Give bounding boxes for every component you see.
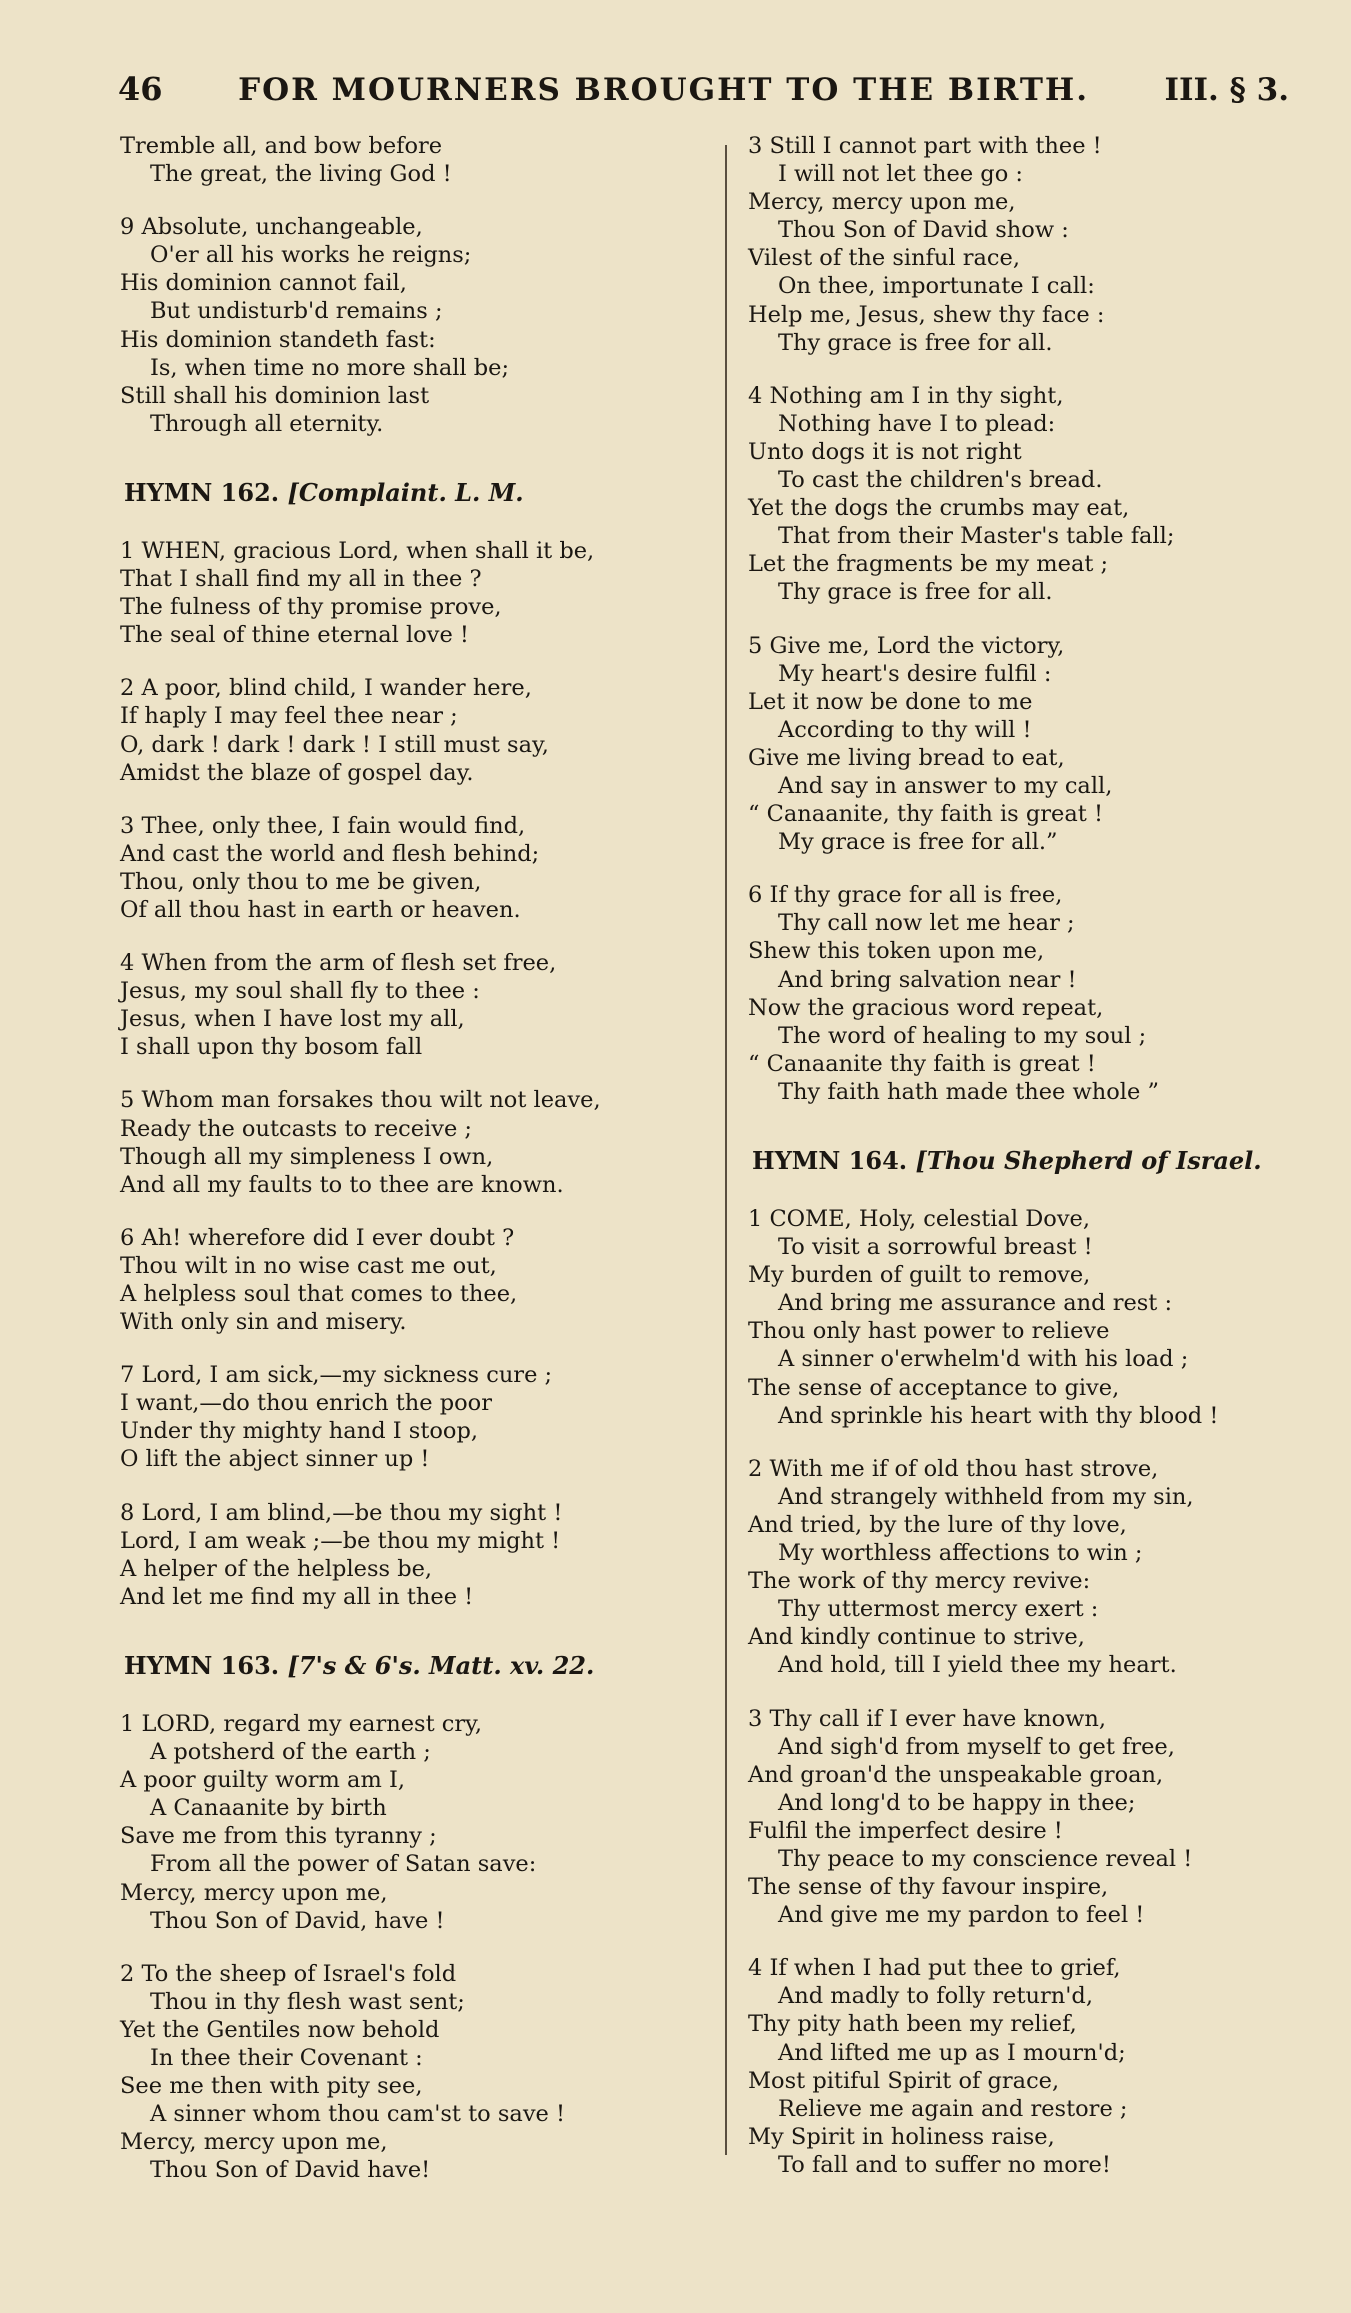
verse-line: 4 If when I had put thee to grief, <box>748 1955 1121 1982</box>
verse-line: Fulfil the imperfect desire ! <box>748 1817 1063 1844</box>
verse-line: Thy call now let me hear ; <box>778 910 1075 937</box>
verse-line: His dominion cannot fail, <box>120 270 407 297</box>
verse-line: And lifted me up as I mourn'd; <box>778 2039 1126 2066</box>
verse-line: 1 WHEN, gracious Lord, when shall it be, <box>120 537 595 564</box>
hymn-stanza <box>748 132 1308 357</box>
verse-line: 6 If thy grace for all is free, <box>748 882 1063 909</box>
verse-line: A sinner o'erwhelm'd with his load ; <box>778 1346 1189 1373</box>
hymn-stanza <box>748 1705 1308 1930</box>
verse-line: 1 COME, Holy, celestial Dove, <box>748 1206 1091 1232</box>
verse-line: Let it now be done to me <box>748 688 1033 715</box>
hymn-number: HYMN 163. <box>124 1650 280 1680</box>
hymn-stanza <box>120 1499 710 1611</box>
hymn-stanza <box>120 674 710 786</box>
verse-line: Thou Son of David have! <box>150 2157 431 2184</box>
verse-line: And bring me assurance and rest : <box>778 1290 1173 1317</box>
verse-line: On thee, importunate I call: <box>778 273 1095 300</box>
verse-line: And sprinkle his heart with thy blood ! <box>778 1402 1219 1429</box>
verse-line: Help me, Jesus, shew thy face : <box>748 301 1105 328</box>
verse-line: A potsherd of the earth ; <box>150 1739 431 1766</box>
verse-line: The sense of acceptance to give, <box>748 1374 1120 1401</box>
verse-line: Jesus, my soul shall fly to thee : <box>120 978 480 1005</box>
verse-line: O'er all his works he reigns; <box>150 242 472 269</box>
verse-line: Amidst the blaze of gospel day. <box>120 759 474 786</box>
verse-line: Let the fragments be my meat ; <box>748 551 1109 578</box>
hymn-stanza <box>120 537 710 649</box>
verse-line: Tremble all, and bow before <box>120 133 443 159</box>
hymn-meter: [Thou Shepherd of Israel. <box>915 1146 1262 1175</box>
verse-line: Yet the dogs the crumbs may eat, <box>748 495 1130 522</box>
verse-line: 1 LORD, regard my earnest cry, <box>120 1710 482 1737</box>
verse-line: “ Canaanite, thy faith is great ! <box>748 801 1103 828</box>
left-column <box>120 132 710 2209</box>
hymn-heading <box>124 478 710 507</box>
verse-line: And bring salvation near ! <box>778 966 1077 993</box>
right-column <box>748 132 1308 2204</box>
verse-line: The fulness of thy promise prove, <box>120 594 502 621</box>
verse-line: To visit a sorrowful breast ! <box>778 1234 1093 1261</box>
column-divider <box>725 145 727 2155</box>
hymn-stanza <box>120 1224 710 1336</box>
verse-line: To cast the children's bread. <box>778 467 1103 494</box>
verse-line: Thy pity hath been my relief, <box>748 2011 1077 2038</box>
running-title: FOR MOURNERS BROUGHT TO THE BIRTH. <box>238 72 1089 108</box>
verse-line: I shall upon thy bosom fall <box>120 1034 423 1061</box>
verse-line: My burden of guilt to remove, <box>748 1262 1091 1289</box>
hymn-stanza <box>748 382 1308 607</box>
verse-line: From all the power of Satan save: <box>150 1851 537 1878</box>
verse-line: Thou in thy flesh wast sent; <box>150 1988 465 2015</box>
verse-line: Shew this token upon me, <box>748 938 1045 965</box>
hymn-stanza <box>748 1954 1308 2179</box>
verse-line: And give me my pardon to feel ! <box>778 1902 1145 1929</box>
verse-line: 3 Thee, only thee, I fain would find, <box>120 812 526 839</box>
verse-line: And sigh'd from myself to get free, <box>778 1733 1175 1760</box>
hymn-heading <box>124 1651 710 1680</box>
verse-line: And groan'd the unspeakable groan, <box>748 1761 1164 1788</box>
verse-line: And let me find my all in thee ! <box>120 1583 474 1610</box>
verse-line: Thy grace is free for all. <box>778 329 1053 356</box>
verse-line: My heart's desire fulfil : <box>778 660 1052 687</box>
verse-line: 5 Give me, Lord the victory, <box>748 632 1065 659</box>
verse-line: A sinner whom thou cam'st to save ! <box>150 2101 566 2128</box>
verse-line: The great, the living God ! <box>150 161 452 188</box>
verse-line: Jesus, when I have lost my all, <box>120 1006 465 1033</box>
hymn-number: HYMN 164. <box>752 1146 908 1175</box>
verse-line: And madly to folly return'd, <box>778 1983 1093 2010</box>
verse-line: Thy peace to my conscience reveal ! <box>778 1845 1193 1872</box>
verse-line: 4 When from the arm of flesh set free, <box>120 950 557 977</box>
verse-line: 5 Whom man forsakes thou wilt not leave, <box>120 1087 601 1114</box>
hymn-meter: [7's & 6's. Matt. xv. 22. <box>287 1650 595 1680</box>
verse-line: 7 Lord, I am sick,—my sickness cure ; <box>120 1362 553 1389</box>
hymn-stanza <box>120 812 710 924</box>
verse-line: And long'd to be happy in thee; <box>778 1789 1136 1816</box>
verse-line: And say in answer to my call, <box>778 772 1113 799</box>
verse-line: My Spirit in holiness raise, <box>748 2123 1055 2150</box>
verse-line: And kindly continue to strive, <box>748 1624 1085 1651</box>
verse-line: The seal of thine eternal love ! <box>120 622 469 649</box>
verse-line: My grace is free for all.” <box>778 829 1058 856</box>
page-header <box>118 70 1289 116</box>
verse-line: My worthless affections to win ; <box>778 1540 1143 1567</box>
verse-line: And hold, till I yield thee my heart. <box>778 1652 1177 1679</box>
hymn-stanza <box>120 132 710 188</box>
verse-line: Mercy, mercy upon me, <box>120 2129 388 2156</box>
hymn-stanza <box>748 632 1308 857</box>
verse-line: The work of thy mercy revive: <box>748 1568 1091 1595</box>
verse-line: 2 With me if of old thou hast strove, <box>748 1455 1159 1482</box>
verse-line: I want,—do thou enrich the poor <box>120 1390 492 1417</box>
verse-line: Unto dogs it is not right <box>748 438 1022 465</box>
verse-line: And cast the world and flesh behind; <box>120 840 540 867</box>
verse-line: 2 To the sheep of Israel's fold <box>120 1960 457 1987</box>
verse-line: If haply I may feel thee near ; <box>120 703 458 730</box>
verse-line: Of all thou hast in earth or heaven. <box>120 896 521 923</box>
verse-line: The sense of thy favour inspire, <box>748 1874 1109 1901</box>
hymn-stanza <box>748 1455 1308 1680</box>
verse-line: Yet the Gentiles now behold <box>120 2016 440 2043</box>
hymn-stanza <box>120 1086 710 1198</box>
verse-line: A helper of the helpless be, <box>120 1555 433 1582</box>
verse-line: Vilest of the sinful race, <box>748 245 1020 272</box>
page-number: 46 <box>118 70 163 108</box>
hymn-stanza <box>748 881 1308 1106</box>
verse-line: Thou Son of David show : <box>778 217 1069 244</box>
verse-line: In thee their Covenant : <box>150 2044 423 2071</box>
verse-line: See me then with pity see, <box>120 2073 423 2100</box>
verse-line: That I shall find my all in thee ? <box>120 566 482 593</box>
verse-line: “ Canaanite thy faith is great ! <box>748 1050 1096 1077</box>
verse-line: Ready the outcasts to receive ; <box>120 1115 473 1142</box>
verse-line: Thou Son of David, have ! <box>150 1907 445 1934</box>
verse-line: 3 Thy call if I ever have known, <box>748 1705 1107 1732</box>
verse-line: Mercy, mercy upon me, <box>120 1879 388 1906</box>
verse-line: Is, when time no more shall be; <box>150 354 510 381</box>
verse-line: 6 Ah! wherefore did I ever doubt ? <box>120 1224 515 1251</box>
verse-line: Save me from this tyranny ; <box>120 1823 437 1850</box>
verse-line: Thy uttermost mercy exert : <box>778 1596 1099 1623</box>
verse-line: O, dark ! dark ! dark ! I still must say, <box>120 731 549 758</box>
verse-line: His dominion standeth fast: <box>120 326 436 353</box>
verse-line: Mercy, mercy upon me, <box>748 189 1016 216</box>
verse-line: And all my faults to to thee are known. <box>120 1171 564 1198</box>
hymn-stanza <box>120 1710 710 1935</box>
verse-line: Nothing have I to plead: <box>778 410 1056 437</box>
verse-line: That from their Master's table fall; <box>778 523 1175 550</box>
verse-line: I will not let thee go : <box>778 161 1023 188</box>
verse-line: 2 A poor, blind child, I wander here, <box>120 675 532 702</box>
verse-line: O lift the abject sinner up ! <box>120 1446 430 1473</box>
verse-line: To fall and to suffer no more! <box>778 2151 1111 2178</box>
hymn-stanza <box>120 1960 710 2185</box>
verse-line: Thou only hast power to relieve <box>748 1318 1110 1345</box>
verse-line: A poor guilty worm am I, <box>120 1767 405 1794</box>
verse-line: Most pitiful Spirit of grace, <box>748 2067 1060 2094</box>
hymn-heading <box>752 1146 1308 1175</box>
verse-line: A helpless soul that comes to thee, <box>120 1281 518 1307</box>
verse-line: Lord, I am weak ;—be thou my might ! <box>120 1527 561 1554</box>
verse-line: Give me living bread to eat, <box>748 744 1065 771</box>
verse-line: Thy faith hath made thee whole ” <box>778 1078 1159 1105</box>
verse-line: Relieve me again and restore ; <box>778 2095 1128 2122</box>
verse-line: The word of healing to my soul ; <box>778 1022 1147 1049</box>
hymn-stanza <box>120 213 710 438</box>
verse-line: Thou, only thou to me be given, <box>120 868 482 895</box>
verse-line: Thou wilt in no wise cast me out, <box>120 1252 497 1279</box>
hymn-stanza <box>120 1361 710 1473</box>
verse-line: Through all eternity. <box>150 410 384 437</box>
hymn-stanza <box>120 949 710 1061</box>
verse-line: 8 Lord, I am blind,—be thou my sight ! <box>120 1499 563 1526</box>
hymn-meter: [Complaint. L. M. <box>287 477 524 507</box>
section-number: III. § 3. <box>1164 72 1289 108</box>
verse-line: A Canaanite by birth <box>150 1795 387 1822</box>
verse-line: According to thy will ! <box>778 716 1032 743</box>
hymn-stanza <box>748 1205 1308 1430</box>
verse-line: And tried, by the lure of thy love, <box>748 1511 1127 1538</box>
verse-line: With only sin and misery. <box>120 1309 407 1336</box>
hymn-number: HYMN 162. <box>124 477 280 507</box>
verse-line: But undisturb'd remains ; <box>150 298 443 325</box>
verse-line: Thy grace is free for all. <box>778 579 1053 606</box>
verse-line: 3 Still I cannot part with thee ! <box>748 133 1102 159</box>
verse-line: Though all my simpleness I own, <box>120 1143 494 1170</box>
verse-line: 9 Absolute, unchangeable, <box>120 214 423 241</box>
verse-line: Now the gracious word repeat, <box>748 994 1104 1021</box>
verse-line: 4 Nothing am I in thy sight, <box>748 382 1064 409</box>
verse-line: Under thy mighty hand I stoop, <box>120 1418 479 1445</box>
verse-line: Still shall his dominion last <box>120 382 430 409</box>
verse-line: And strangely withheld from my sin, <box>778 1483 1194 1510</box>
